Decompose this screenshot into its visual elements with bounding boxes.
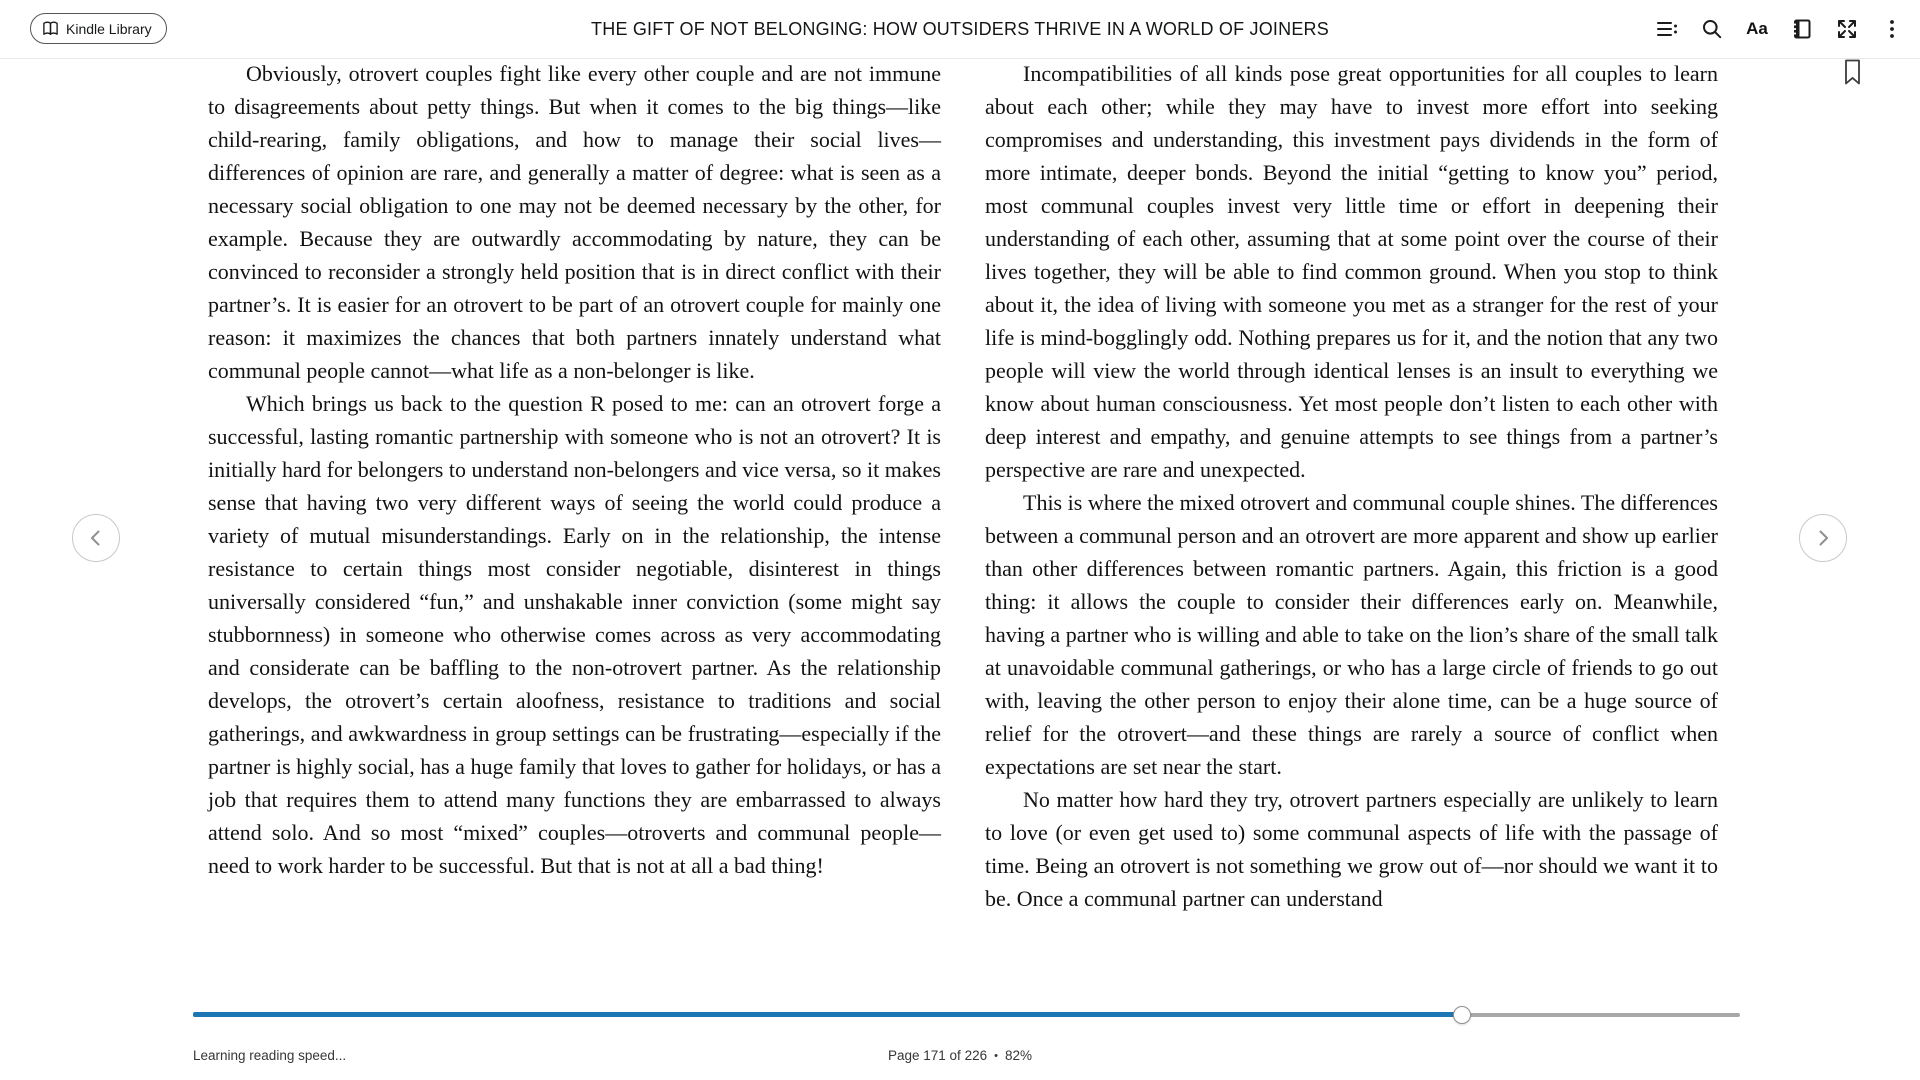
progress-handle[interactable]	[1453, 1006, 1471, 1024]
page-info	[0, 1048, 1920, 1063]
page-layout-icon	[1790, 17, 1814, 41]
font-settings-button[interactable]	[1739, 7, 1775, 51]
book-title: THE GIFT OF NOT BELONGING: HOW OUTSIDERS THRIVE IN A WORLD OF JOINERS	[591, 19, 1329, 39]
progress-fill	[193, 1012, 1462, 1017]
paragraph: Which brings us back to the question R posed to me: can an otrovert forge a successful, lasting romantic partnership with someone who is not an otrovert? It is initially hard for belongers to understand non-belongers and vice versa, so it makes sense that having two very different ways of seeing the world could produce a variety of mutual misunderstandings. Early on in the relationship, the intense resistance to certain things most consider negotiable, disinterest in things universally considered “fun,” and unshakable inner conviction (some might say stubbornness) in someone who otherwise comes across as very accommodating and considerate can be baffling to the non-otrovert partner. As the relationship develops, the otrovert’s certain aloofness, resistance to traditions and social gatherings, and awkwardness in group settings can be frustrating—especially if the partner is highly social, has a huge family that loves to gather for holidays, or has a job that requires them to attend many functions they are embarrassed to always attend solo. And so most “mixed” couples—otroverts and communal people—need to work harder to be successful. But that is not at all a bad thing!	[208, 391, 941, 878]
paragraph: This is where the mixed otrovert and communal couple shines. The differences between a communal person and an otrovert are more apparent and show up earlier than other differences between romantic partners. Again, this friction is a good thing: it allows the couple to consider their differences early on. Meanwhile, having a partner who is willing and able to take on the lion’s share of the small talk at unavoidable communal gatherings, or who has a large circle of friends to go out with, leaving the other person to enjoy their alone time, can be a huge source of relief for the otrovert—and these things are rarely a source of conflict when expectations are set near the start.	[985, 490, 1718, 779]
progress-percent-label: 82%	[1004, 1048, 1032, 1063]
right-text-column	[985, 57, 1718, 915]
font-settings-icon: Aa	[1746, 19, 1768, 38]
more-options-button[interactable]	[1874, 7, 1910, 51]
paragraph: No matter how hard they try, otrovert partners especially are unlikely to learn to love (or even get used to) some communal aspects of life with the passage of time. Being an otrovert is not something we grow out of—nor should we want it to be. Once a communal partner can understand	[985, 787, 1718, 911]
progress-slider[interactable]	[193, 1005, 1740, 1025]
page-number-label: Page 171 of 226	[888, 1048, 988, 1063]
contents-list-icon	[1655, 17, 1679, 41]
fullscreen-icon	[1835, 17, 1859, 41]
top-toolbar	[0, 0, 1920, 59]
fullscreen-button[interactable]	[1829, 7, 1865, 51]
library-button-label: Kindle Library	[66, 20, 152, 37]
chevron-right-icon	[1809, 524, 1837, 552]
separator-dot: •	[994, 1050, 998, 1062]
reading-speed-status: Learning reading speed...	[193, 1048, 347, 1063]
reading-area	[0, 57, 1920, 992]
search-button[interactable]	[1694, 7, 1730, 51]
page-layout-button[interactable]	[1784, 7, 1820, 51]
contents-button[interactable]	[1649, 7, 1685, 51]
kebab-menu-icon	[1880, 17, 1904, 41]
next-page-button[interactable]	[1799, 514, 1847, 562]
left-text-column	[208, 57, 941, 882]
search-icon	[1700, 17, 1724, 41]
toolbar-actions	[1649, 7, 1910, 51]
previous-page-button[interactable]	[72, 514, 120, 562]
chevron-left-icon	[82, 524, 110, 552]
paragraph: Incompatibilities of all kinds pose great opportunities for all couples to learn about each other; while they may have to invest more effort into seeking compromises and understanding, this investment pays dividends in the form of more intimate, deeper bonds. Beyond the initial “getting to know you” period, most communal couples invest very little time or effort in deepening their understanding of each other, assuming that at some point over the course of their lives together, they will be able to find common ground. When you stop to think about it, the idea of living with someone you met as a stranger for the rest of your life is mind-bogglingly odd. Nothing prepares us for it, and the notion that any two people will view the world through identical lenses is an insult to everything we know about human consciousness. Yet most people don’t listen to each other with deep interest and empathy, and genuine attempts to see things from a partner’s perspective are rare and unexpected.	[985, 61, 1718, 482]
paragraph: Obviously, otrovert couples fight like every other couple and are not immune to disagreements about petty things. But when it comes to the big things—like child-rearing, family obligations, and how to manage their social lives—differences of opinion are rare, and generally a matter of degree: what is seen as a necessary social obligation to one may not be deemed necessary by the other, for example. Because they are outwardly accommodating by nature, they can be convinced to reconsider a strongly held position that is in direct conflict with their partner’s. It is easier for an otrovert to be part of an otrovert couple for mainly one reason: it maximizes the chances that both partners innately understand what communal people cannot—what life as a non-belonger is like.	[208, 61, 941, 383]
